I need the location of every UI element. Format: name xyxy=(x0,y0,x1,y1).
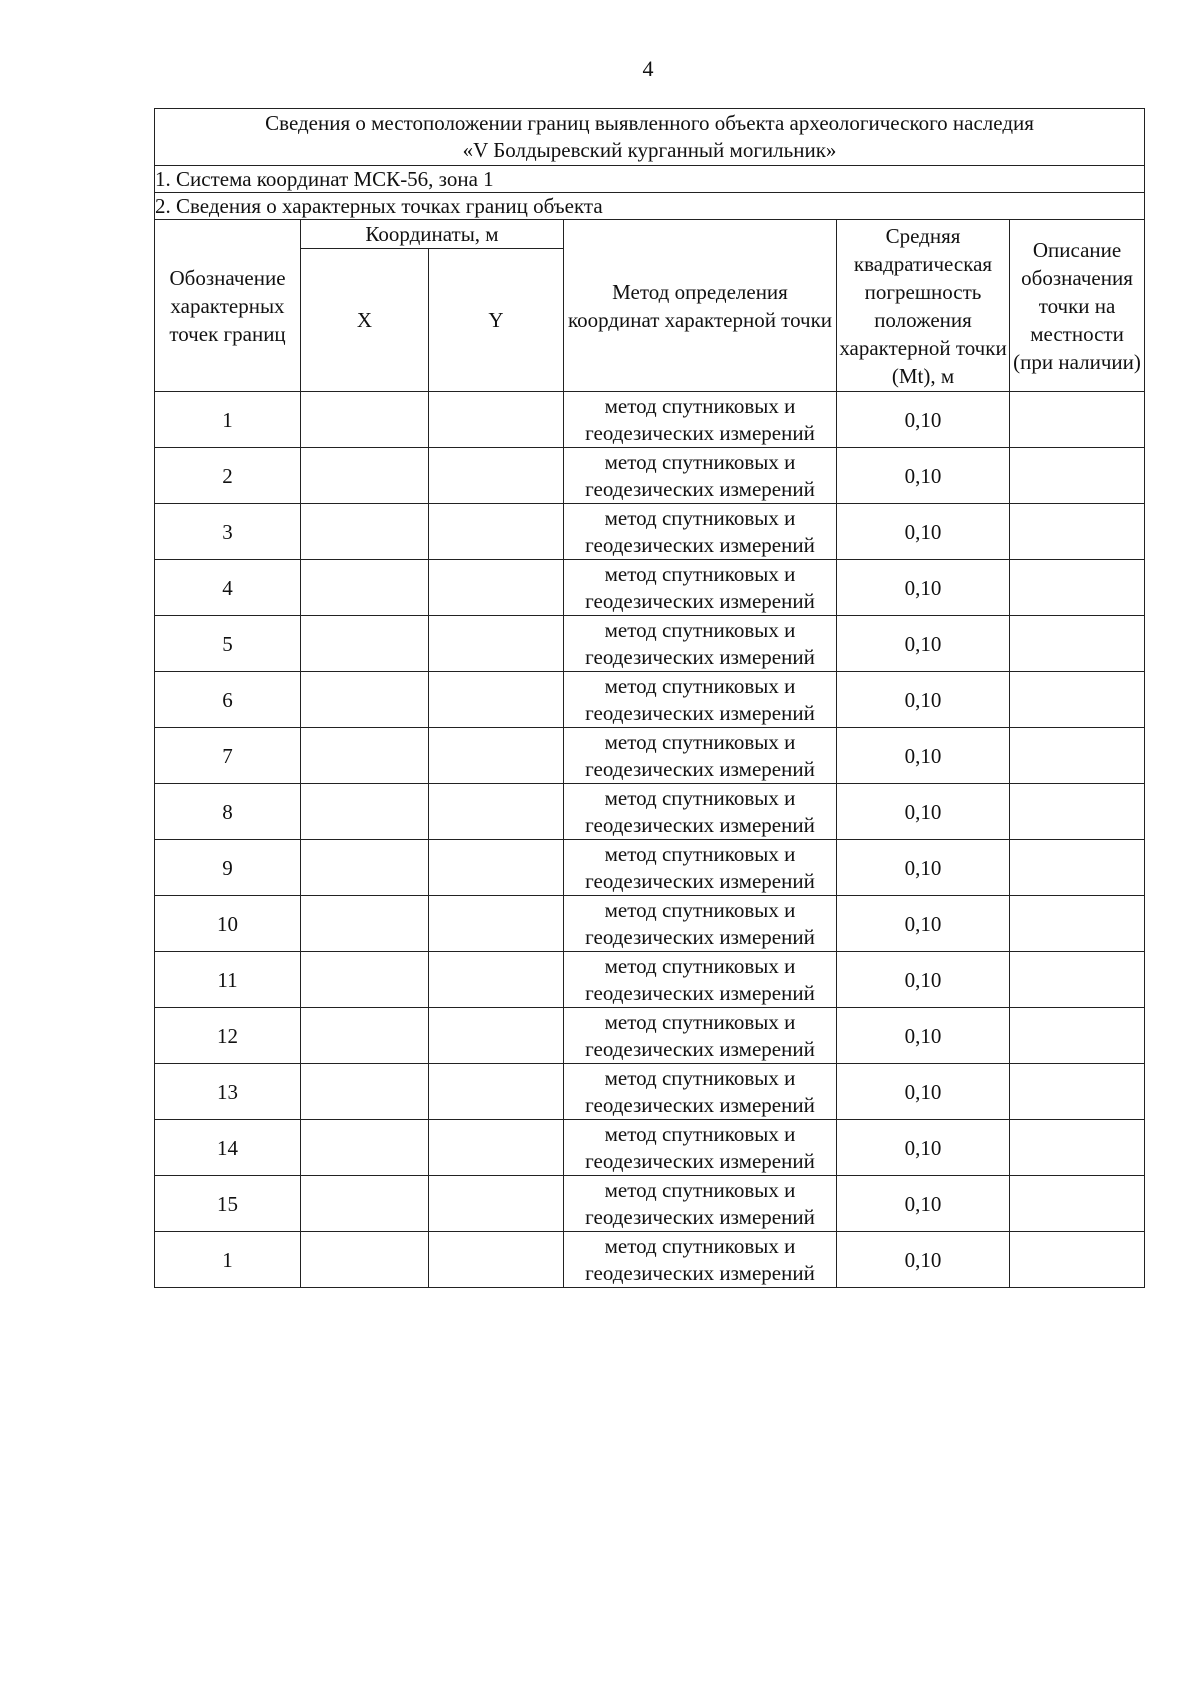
method-cell xyxy=(564,1064,837,1120)
table-row xyxy=(155,616,1145,672)
y-cell xyxy=(429,840,564,896)
page-number: 4 xyxy=(642,56,654,81)
table-row xyxy=(155,1120,1145,1176)
point-cell: 9 xyxy=(155,840,301,896)
table-row xyxy=(155,1008,1145,1064)
y-cell xyxy=(429,784,564,840)
header-method: Метод определения координат характерной точки xyxy=(564,220,837,392)
x-cell xyxy=(301,1008,429,1064)
table-row xyxy=(155,560,1145,616)
error-cell: 0,10 xyxy=(837,784,1010,840)
y-cell xyxy=(429,952,564,1008)
error-cell: 0,10 xyxy=(837,448,1010,504)
table-row xyxy=(155,952,1145,1008)
method-line-2: геодезических измерений xyxy=(585,1148,815,1173)
table-row xyxy=(155,672,1145,728)
method-line-1: метод спутниковых и xyxy=(604,841,796,866)
error-cell: 0,10 xyxy=(837,1008,1010,1064)
method-cell xyxy=(564,840,837,896)
description-cell xyxy=(1010,504,1145,560)
description-cell xyxy=(1010,392,1145,448)
x-cell xyxy=(301,1064,429,1120)
method-cell xyxy=(564,1008,837,1064)
table-row xyxy=(155,392,1145,448)
method-line-2: геодезических измерений xyxy=(585,588,815,613)
method-line-2: геодезических измерений xyxy=(585,1092,815,1117)
boundary-points-table xyxy=(154,108,1145,1288)
point-cell: 11 xyxy=(155,952,301,1008)
y-cell xyxy=(429,1176,564,1232)
method-line-2: геодезических измерений xyxy=(585,1260,815,1285)
y-cell xyxy=(429,1120,564,1176)
method-line-2: геодезических измерений xyxy=(585,532,815,557)
method-line-1: метод спутниковых и xyxy=(604,1121,796,1146)
table-row xyxy=(155,448,1145,504)
description-cell xyxy=(1010,1176,1145,1232)
point-cell: 15 xyxy=(155,1176,301,1232)
error-cell: 0,10 xyxy=(837,1064,1010,1120)
x-cell xyxy=(301,448,429,504)
table-row xyxy=(155,840,1145,896)
description-cell xyxy=(1010,840,1145,896)
description-cell xyxy=(1010,616,1145,672)
point-cell: 2 xyxy=(155,448,301,504)
table-row xyxy=(155,1232,1145,1288)
method-line-2: геодезических измерений xyxy=(585,756,815,781)
y-cell xyxy=(429,896,564,952)
x-cell xyxy=(301,1232,429,1288)
table-title xyxy=(155,109,1145,166)
header-designation: Обозначение характерных точек границ xyxy=(155,220,301,392)
x-cell xyxy=(301,784,429,840)
coordinate-system-info: 1. Система координат МСК-56, зона 1 xyxy=(155,166,1145,193)
method-line-1: метод спутниковых и xyxy=(604,505,796,530)
y-cell xyxy=(429,672,564,728)
description-cell xyxy=(1010,1064,1145,1120)
description-cell xyxy=(1010,1008,1145,1064)
point-cell: 3 xyxy=(155,504,301,560)
point-cell: 10 xyxy=(155,896,301,952)
table-row xyxy=(155,1176,1145,1232)
method-line-1: метод спутниковых и xyxy=(604,673,796,698)
y-cell xyxy=(429,1064,564,1120)
description-cell xyxy=(1010,728,1145,784)
method-line-1: метод спутниковых и xyxy=(604,953,796,978)
method-cell xyxy=(564,952,837,1008)
error-cell: 0,10 xyxy=(837,1120,1010,1176)
method-line-1: метод спутниковых и xyxy=(604,729,796,754)
method-line-2: геодезических измерений xyxy=(585,924,815,949)
method-line-1: метод спутниковых и xyxy=(604,1009,796,1034)
x-cell xyxy=(301,392,429,448)
x-cell xyxy=(301,1120,429,1176)
point-cell: 14 xyxy=(155,1120,301,1176)
method-line-1: метод спутниковых и xyxy=(604,449,796,474)
method-line-1: метод спутниковых и xyxy=(604,1065,796,1090)
table-row xyxy=(155,504,1145,560)
table-row xyxy=(155,784,1145,840)
method-line-2: геодезических измерений xyxy=(585,1204,815,1229)
method-line-1: метод спутниковых и xyxy=(604,1233,796,1258)
y-cell xyxy=(429,504,564,560)
x-cell xyxy=(301,1176,429,1232)
error-cell: 0,10 xyxy=(837,504,1010,560)
points-info: 2. Сведения о характерных точках границ объекта xyxy=(155,193,1145,220)
error-cell: 0,10 xyxy=(837,1232,1010,1288)
method-line-2: геодезических измерений xyxy=(585,980,815,1005)
method-line-2: геодезических измерений xyxy=(585,476,815,501)
y-cell xyxy=(429,448,564,504)
y-cell xyxy=(429,728,564,784)
error-cell: 0,10 xyxy=(837,896,1010,952)
description-cell xyxy=(1010,1120,1145,1176)
point-cell: 6 xyxy=(155,672,301,728)
point-cell: 13 xyxy=(155,1064,301,1120)
point-cell: 4 xyxy=(155,560,301,616)
method-line-2: геодезических измерений xyxy=(585,868,815,893)
description-cell xyxy=(1010,952,1145,1008)
y-cell xyxy=(429,560,564,616)
point-cell: 1 xyxy=(155,1232,301,1288)
error-cell: 0,10 xyxy=(837,392,1010,448)
method-line-1: метод спутниковых и xyxy=(604,897,796,922)
header-error: Средняя квадратическая погрешность положения характерной точки (Mt), м xyxy=(837,220,1010,392)
error-cell: 0,10 xyxy=(837,1176,1010,1232)
method-line-2: геодезических измерений xyxy=(585,644,815,669)
x-cell xyxy=(301,672,429,728)
method-cell xyxy=(564,728,837,784)
method-line-2: геодезических измерений xyxy=(585,700,815,725)
method-cell xyxy=(564,392,837,448)
method-cell xyxy=(564,672,837,728)
method-cell xyxy=(564,616,837,672)
y-cell xyxy=(429,1232,564,1288)
method-line-2: геодезических измерений xyxy=(585,812,815,837)
y-cell xyxy=(429,616,564,672)
point-cell: 12 xyxy=(155,1008,301,1064)
method-line-2: геодезических измерений xyxy=(585,420,815,445)
description-cell xyxy=(1010,560,1145,616)
method-cell xyxy=(564,560,837,616)
description-cell xyxy=(1010,672,1145,728)
x-cell xyxy=(301,504,429,560)
error-cell: 0,10 xyxy=(837,560,1010,616)
x-cell xyxy=(301,952,429,1008)
method-cell xyxy=(564,1120,837,1176)
header-y: Y xyxy=(429,249,564,392)
method-cell xyxy=(564,784,837,840)
header-x: X xyxy=(301,249,429,392)
header-coordinates: Координаты, м xyxy=(301,220,564,249)
header-description: Описание обозначения точки на местности (при наличии) xyxy=(1010,220,1145,392)
method-cell xyxy=(564,1232,837,1288)
point-cell: 8 xyxy=(155,784,301,840)
description-cell xyxy=(1010,784,1145,840)
x-cell xyxy=(301,616,429,672)
method-cell xyxy=(564,448,837,504)
error-cell: 0,10 xyxy=(837,952,1010,1008)
table-row xyxy=(155,896,1145,952)
x-cell xyxy=(301,896,429,952)
description-cell xyxy=(1010,448,1145,504)
method-line-1: метод спутниковых и xyxy=(604,617,796,642)
x-cell xyxy=(301,560,429,616)
method-line-1: метод спутниковых и xyxy=(604,785,796,810)
method-cell xyxy=(564,504,837,560)
title-line-1: Сведения о местоположении границ выявленного объекта археологического наследия xyxy=(265,111,1034,135)
method-cell xyxy=(564,1176,837,1232)
y-cell xyxy=(429,1008,564,1064)
method-line-2: геодезических измерений xyxy=(585,1036,815,1061)
error-cell: 0,10 xyxy=(837,616,1010,672)
method-line-1: метод спутниковых и xyxy=(604,393,796,418)
error-cell: 0,10 xyxy=(837,840,1010,896)
table-row xyxy=(155,728,1145,784)
table-row xyxy=(155,1064,1145,1120)
method-line-1: метод спутниковых и xyxy=(604,1177,796,1202)
x-cell xyxy=(301,840,429,896)
description-cell xyxy=(1010,896,1145,952)
title-line-2: «V Болдыревский курганный могильник» xyxy=(462,138,837,162)
point-cell: 1 xyxy=(155,392,301,448)
point-cell: 5 xyxy=(155,616,301,672)
error-cell: 0,10 xyxy=(837,672,1010,728)
x-cell xyxy=(301,728,429,784)
error-cell: 0,10 xyxy=(837,728,1010,784)
method-cell xyxy=(564,896,837,952)
method-line-1: метод спутниковых и xyxy=(604,561,796,586)
description-cell xyxy=(1010,1232,1145,1288)
y-cell xyxy=(429,392,564,448)
point-cell: 7 xyxy=(155,728,301,784)
